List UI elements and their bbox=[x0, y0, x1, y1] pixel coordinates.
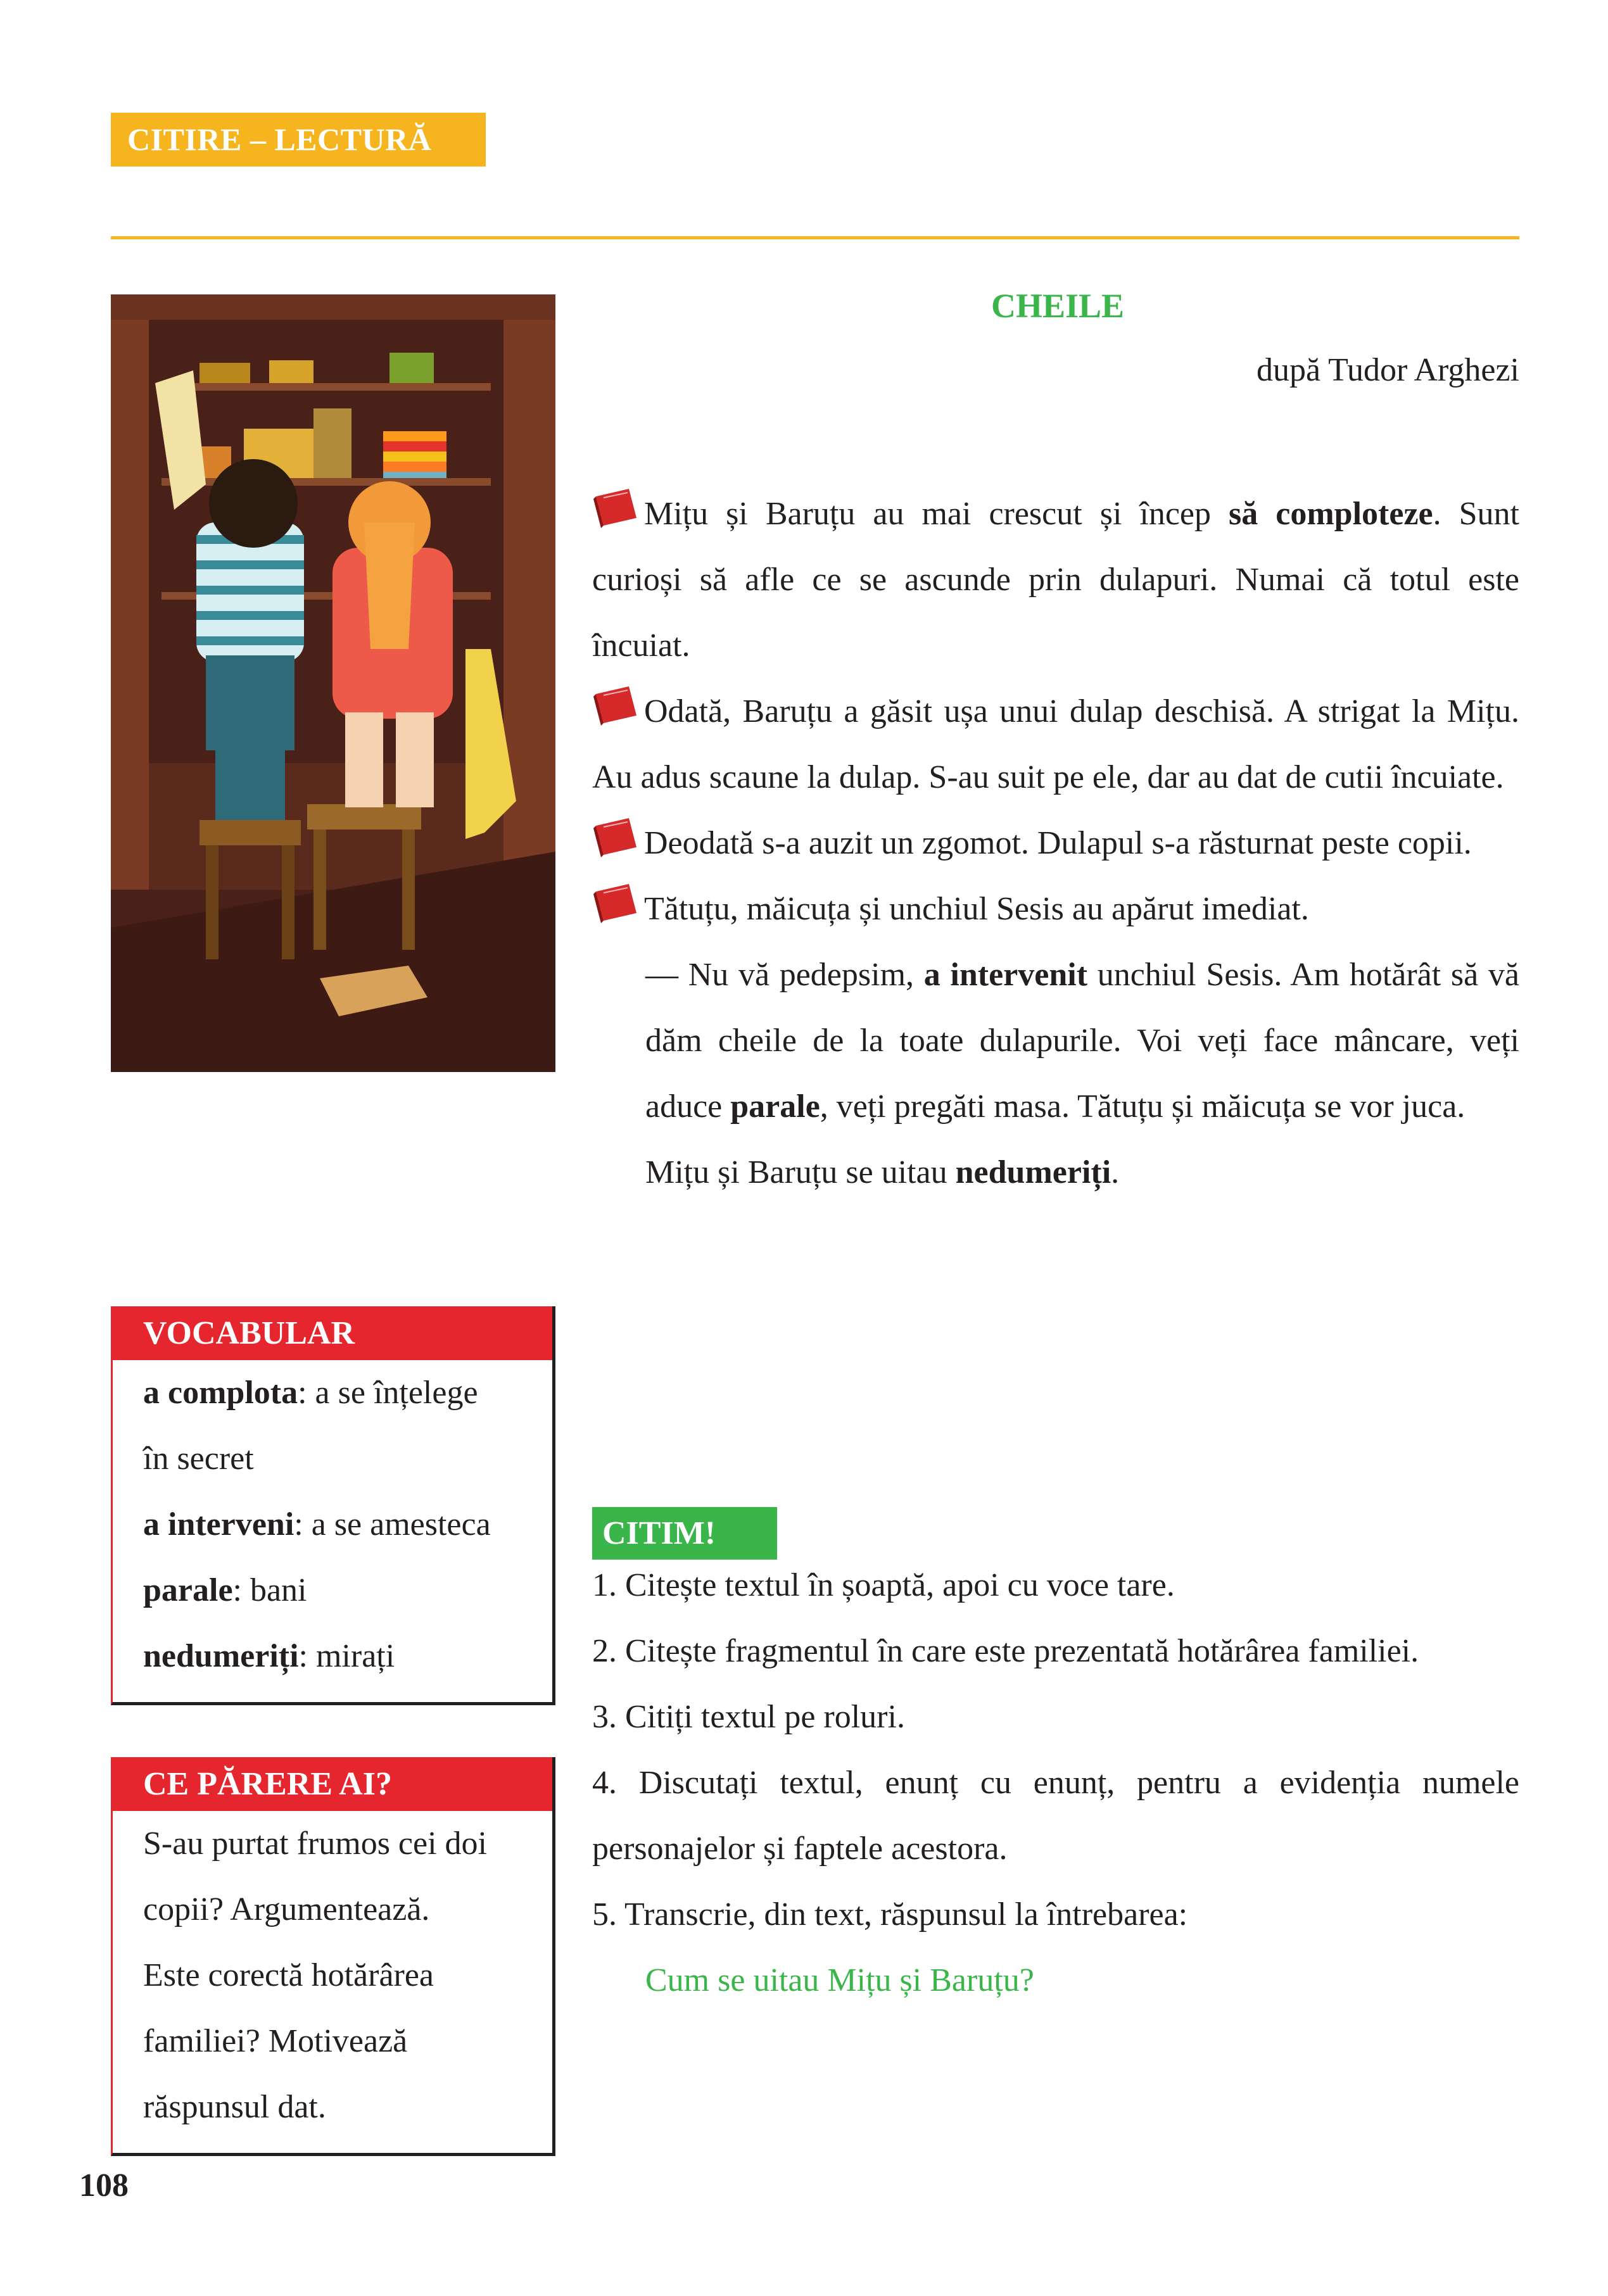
vocabulary-item: nedumeriți: mirați bbox=[143, 1638, 395, 1674]
task-item: 4. Discutați textul, enunț cu enunț, pentru a evidenția numele personajelor și faptele acestora. bbox=[592, 1765, 1519, 1867]
vocabulary-title: VOCABULAR bbox=[113, 1306, 552, 1360]
story-text bbox=[592, 481, 1519, 1206]
task-question: Cum se uitau Mițu și Baruțu? bbox=[645, 1962, 1034, 1998]
task-item: 2. Citește fragmentul în care este prezentată hotărârea familiei. bbox=[592, 1633, 1419, 1669]
vocabulary-list bbox=[113, 1360, 552, 1702]
paragraph-5: — Nu vă pedepsim, a intervenit unchiul Sesis. Am hotărât să vă dăm cheile de la toate dulapurile. Voi veți face mâncare, veți aduce parale, veți pregăti masa. Tătuțu și măicuța se vor juca. bbox=[645, 957, 1520, 1125]
opinion-line: răspunsul dat. bbox=[143, 2089, 326, 2125]
vocabulary-item-continuation: în secret bbox=[143, 1441, 254, 1477]
story-author: după Tudor Arghezi bbox=[1256, 352, 1519, 388]
opinion-text bbox=[113, 1811, 552, 2153]
citim-label: CITIM! bbox=[592, 1507, 777, 1560]
red-book-icon bbox=[592, 683, 640, 727]
vocabulary-box bbox=[111, 1306, 555, 1705]
red-book-icon bbox=[592, 814, 640, 859]
vocabulary-item: a interveni: a se amesteca bbox=[143, 1506, 491, 1542]
section-label: CITIRE – LECTURĂ bbox=[111, 113, 486, 167]
task-item: 3. Citiți textul pe roluri. bbox=[592, 1699, 905, 1735]
header-divider bbox=[111, 236, 1519, 239]
task-item: 1. Citește textul în șoaptă, apoi cu voce tare. bbox=[592, 1567, 1175, 1603]
opinion-line: familiei? Motivează bbox=[143, 2023, 408, 2059]
opinion-line: Este corectă hotărârea bbox=[143, 1957, 434, 1993]
opinion-box bbox=[111, 1757, 555, 2156]
page-number: 108 bbox=[79, 2167, 129, 2204]
vocabulary-item: parale: bani bbox=[143, 1572, 307, 1608]
paragraph-2: Odată, Baruțu a găsit ușa unui dulap deschisă. A strigat la Mițu. Au adus scaune la dulap. S-au suit pe ele, dar au dat de cutii încuiate. bbox=[592, 679, 1519, 811]
red-book-icon bbox=[592, 880, 640, 924]
opinion-line: S-au purtat frumos cei doi bbox=[143, 1826, 487, 1862]
paragraph-6: Mițu și Baruțu se uitau nedumeriți. bbox=[645, 1154, 1120, 1190]
reading-tasks bbox=[592, 1553, 1519, 2014]
paragraph-1: Mițu și Baruțu au mai crescut și încep să comploteze. Sunt curioși să afle ce se ascunde prin dulapuri. Numai că totul este încuiat. bbox=[592, 481, 1519, 679]
paragraph-4: Tătuțu, măicuța și unchiul Sesis au apărut imediat. bbox=[592, 876, 1519, 942]
story-title: CHEILE bbox=[991, 287, 1125, 325]
opinion-line: copii? Argumentează. bbox=[143, 1891, 430, 1927]
vocabulary-item: a complota: a se înțelege bbox=[143, 1375, 478, 1411]
paragraph-3: Deodată s-a auzit un zgomot. Dulapul s-a răsturnat peste copii. bbox=[592, 811, 1519, 876]
task-item: 5. Transcrie, din text, răspunsul la întrebarea: bbox=[592, 1896, 1188, 1933]
story-illustration bbox=[111, 294, 555, 1072]
opinion-title: CE PĂRERE AI? bbox=[113, 1757, 552, 1811]
red-book-icon bbox=[592, 485, 640, 529]
